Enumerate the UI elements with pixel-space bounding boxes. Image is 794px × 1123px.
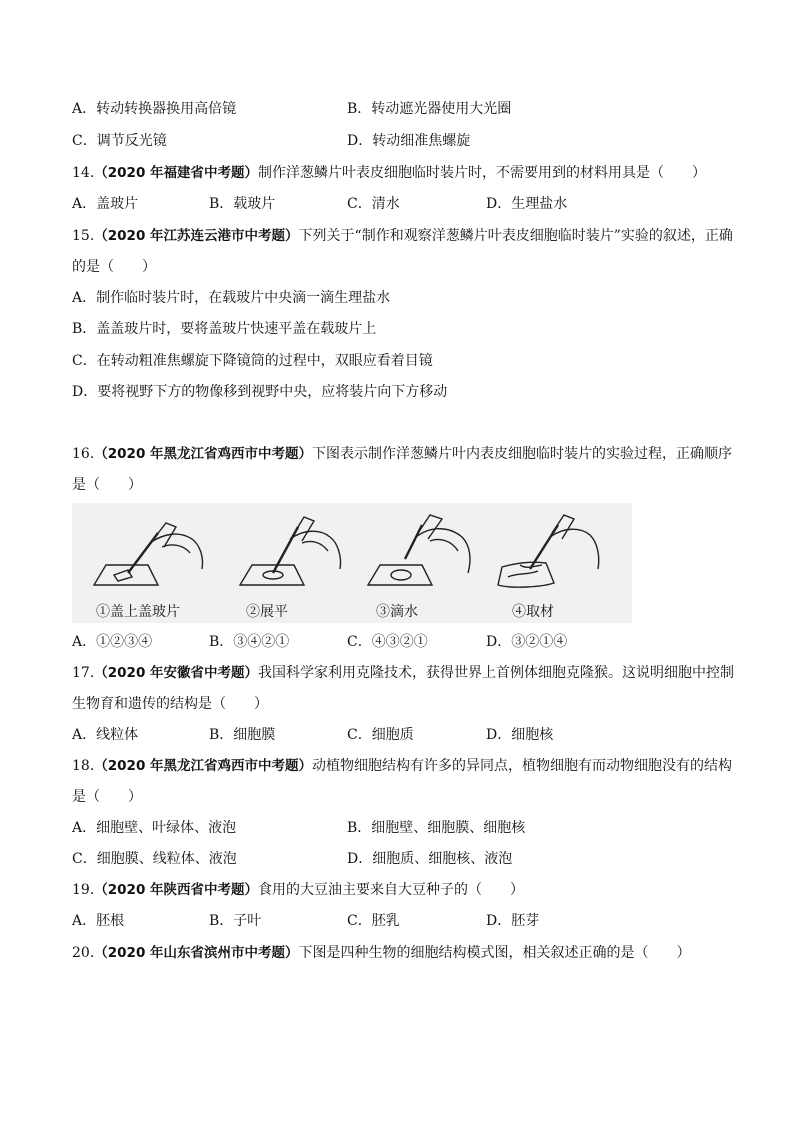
step-take-material-drawing	[498, 515, 599, 587]
question-text: 食用的大豆油主要来自大豆种子的（ ）	[258, 882, 525, 898]
q16-option-c: C．④③②①	[347, 634, 428, 650]
q16-option-b: B．③④②①	[209, 634, 290, 650]
q13-option-c: C．调节反光镜	[72, 133, 167, 149]
question-text: 制作洋葱鳞片叶表皮细胞临时装片时，不需要用到的材料用具是（ ）	[258, 165, 707, 181]
q20-stem	[72, 944, 691, 962]
q19-option-d: D．胚芽	[486, 913, 540, 929]
question-number: 15.	[72, 228, 95, 244]
q19-option-c: C．胚乳	[347, 913, 400, 929]
q18-stem	[72, 757, 732, 775]
q19-option-a: A．胚根	[72, 913, 125, 929]
question-number: 18.	[72, 758, 95, 774]
q18-option-b: B．细胞壁、细胞膜、细胞核	[347, 820, 526, 836]
step-spread-drawing	[240, 517, 341, 585]
q17-option-d: D．细胞核	[486, 727, 554, 743]
q15-option-d: D．要将视野下方的物像移到视野中央，应将装片向下方移动	[72, 384, 448, 400]
caption-drop-water: ③滴水	[376, 604, 418, 620]
question-source: （2020 年陕西省中考题）	[94, 882, 259, 898]
question-source: （2020 年福建省中考题）	[94, 165, 259, 181]
question-text: 我国科学家利用克隆技术，获得世界上首例体细胞克隆猴。这说明细胞中控制	[258, 665, 735, 681]
step-drop-water-drawing	[368, 515, 470, 585]
question-number: 16.	[72, 446, 95, 462]
q14-option-b: B．载玻片	[209, 196, 276, 212]
q16-stem-cont: 是（ ）	[72, 477, 142, 493]
caption-cover-slip: ①盖上盖玻片	[96, 604, 180, 620]
question-number: 20.	[72, 945, 95, 961]
q16-option-d: D．③②①④	[486, 634, 568, 650]
q16-stem	[72, 445, 732, 463]
q17-stem-cont: 生物育和遗传的结构是（ ）	[72, 696, 268, 712]
question-number: 14.	[72, 165, 95, 181]
caption-take-material: ④取材	[512, 604, 554, 620]
question-text: 下列关于“制作和观察洋葱鳞片叶表皮细胞临时装片”实验的叙述，正确	[298, 228, 733, 244]
question-source: （2020 年江苏连云港市中考题）	[94, 228, 299, 244]
q17-option-c: C．细胞质	[347, 727, 414, 743]
q18-option-a: A．细胞壁、叶绿体、液泡	[72, 820, 237, 836]
q14-stem	[72, 164, 706, 182]
step-cover-slip-drawing	[94, 523, 203, 585]
q17-option-b: B．细胞膜	[209, 727, 276, 743]
question-text: 动植物细胞结构有许多的异同点，植物细胞有而动物细胞没有的结构	[312, 758, 733, 774]
q15-stem-cont: 的是（ ）	[72, 259, 156, 275]
q14-option-a: A．盖玻片	[72, 196, 139, 212]
q14-option-c: C．清水	[347, 196, 400, 212]
question-text: 下图表示制作洋葱鳞片叶内表皮细胞临时装片的实验过程，正确顺序	[312, 446, 733, 462]
slide-preparation-figure	[72, 503, 632, 623]
caption-spread: ②展平	[246, 604, 288, 620]
question-source: （2020 年黑龙江省鸡西市中考题）	[94, 446, 313, 462]
question-source: （2020 年安徽省中考题）	[94, 665, 259, 681]
q13-option-a: A．转动转换器换用高倍镜	[72, 101, 237, 117]
q18-stem-cont: 是（ ）	[72, 789, 142, 805]
q17-stem	[72, 664, 734, 682]
q15-option-a: A．制作临时装片时，在载玻片中央滴一滴生理盐水	[72, 290, 391, 306]
q13-option-b: B．转动遮光器使用大光圈	[347, 101, 512, 117]
q19-stem	[72, 881, 524, 899]
question-source: （2020 年山东省滨州市中考题）	[94, 945, 299, 961]
q17-option-a: A．线粒体	[72, 727, 139, 743]
q15-stem	[72, 227, 733, 245]
q13-option-d: D．转动细准焦螺旋	[347, 133, 471, 149]
question-number: 17.	[72, 665, 95, 681]
q18-option-d: D．细胞质、细胞核、液泡	[347, 851, 513, 867]
question-text: 下图是四种生物的细胞结构模式图，相关叙述正确的是（ ）	[298, 945, 691, 961]
q14-option-d: D．生理盐水	[486, 196, 568, 212]
q16-option-a: A．①②③④	[72, 634, 153, 650]
question-number: 19.	[72, 882, 95, 898]
question-source: （2020 年黑龙江省鸡西市中考题）	[94, 758, 313, 774]
q19-option-b: B．子叶	[209, 913, 262, 929]
q15-option-c: C．在转动粗准焦螺旋下降镜筒的过程中，双眼应看着目镜	[72, 353, 433, 369]
q18-option-c: C．细胞膜、线粒体、液泡	[72, 851, 237, 867]
q15-option-b: B．盖盖玻片时，要将盖玻片快速平盖在载玻片上	[72, 321, 377, 337]
